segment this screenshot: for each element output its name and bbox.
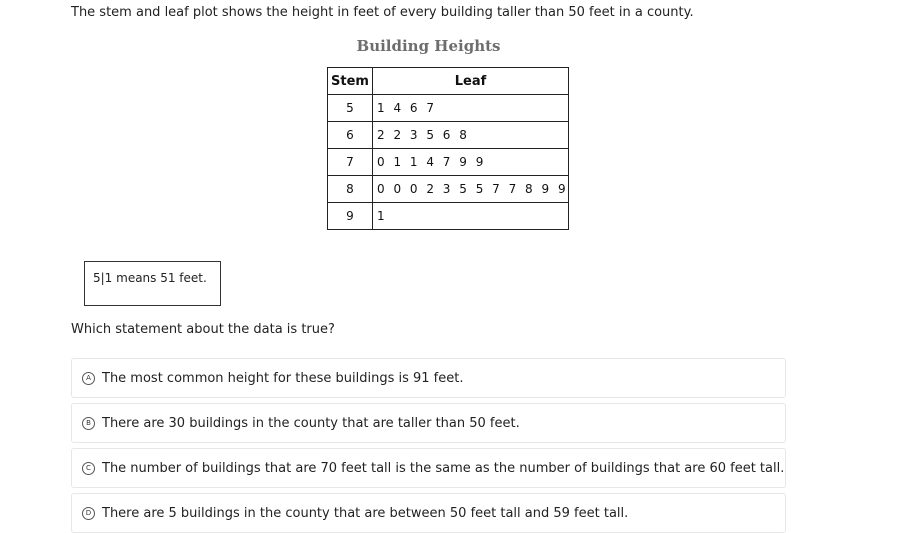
option-text: There are 30 buildings in the county that are taller than 50 feet. xyxy=(102,415,520,431)
table-row xyxy=(328,95,569,122)
key-box xyxy=(84,261,221,306)
leaf-cell: 2 2 3 5 6 8 xyxy=(373,122,569,149)
table-row xyxy=(328,122,569,149)
stem-cell: 9 xyxy=(328,203,373,230)
table-row xyxy=(328,176,569,203)
stem-cell: 6 xyxy=(328,122,373,149)
table-row xyxy=(328,149,569,176)
option-text: The most common height for these buildings is 91 feet. xyxy=(102,370,464,386)
leaf-cell: 0 0 0 2 3 5 5 7 7 8 9 9 xyxy=(373,176,569,203)
leaf-cell: 1 xyxy=(373,203,569,230)
table-header-row xyxy=(328,68,569,95)
question-text: Which statement about the data is true? xyxy=(71,322,335,337)
key-text: 5|1 means 51 feet. xyxy=(93,271,207,285)
option-a[interactable] xyxy=(71,358,786,398)
option-d[interactable] xyxy=(71,493,786,533)
stem-cell: 8 xyxy=(328,176,373,203)
option-letter-a-icon: A xyxy=(82,372,95,385)
option-letter-b-icon: B xyxy=(82,417,95,430)
plot-title: Building Heights xyxy=(356,37,501,55)
option-c[interactable] xyxy=(71,448,786,488)
table-row xyxy=(328,203,569,230)
stem-leaf-table xyxy=(327,67,569,230)
stem-header: Stem xyxy=(328,68,373,95)
leaf-cell: 0 1 1 4 7 9 9 xyxy=(373,149,569,176)
option-text: There are 5 buildings in the county that are between 50 feet tall and 59 feet tall. xyxy=(102,505,629,521)
option-b[interactable] xyxy=(71,403,786,443)
option-letter-d-icon: D xyxy=(82,507,95,520)
leaf-cell: 1 4 6 7 xyxy=(373,95,569,122)
option-text: The number of buildings that are 70 feet tall is the same as the number of buildings that are 60 feet tall. xyxy=(102,460,785,476)
option-letter-c-icon: C xyxy=(82,462,95,475)
intro-text: The stem and leaf plot shows the height in feet of every building taller than 50 feet in a county. xyxy=(71,5,694,20)
leaf-header: Leaf xyxy=(373,68,569,95)
stem-cell: 5 xyxy=(328,95,373,122)
stem-cell: 7 xyxy=(328,149,373,176)
